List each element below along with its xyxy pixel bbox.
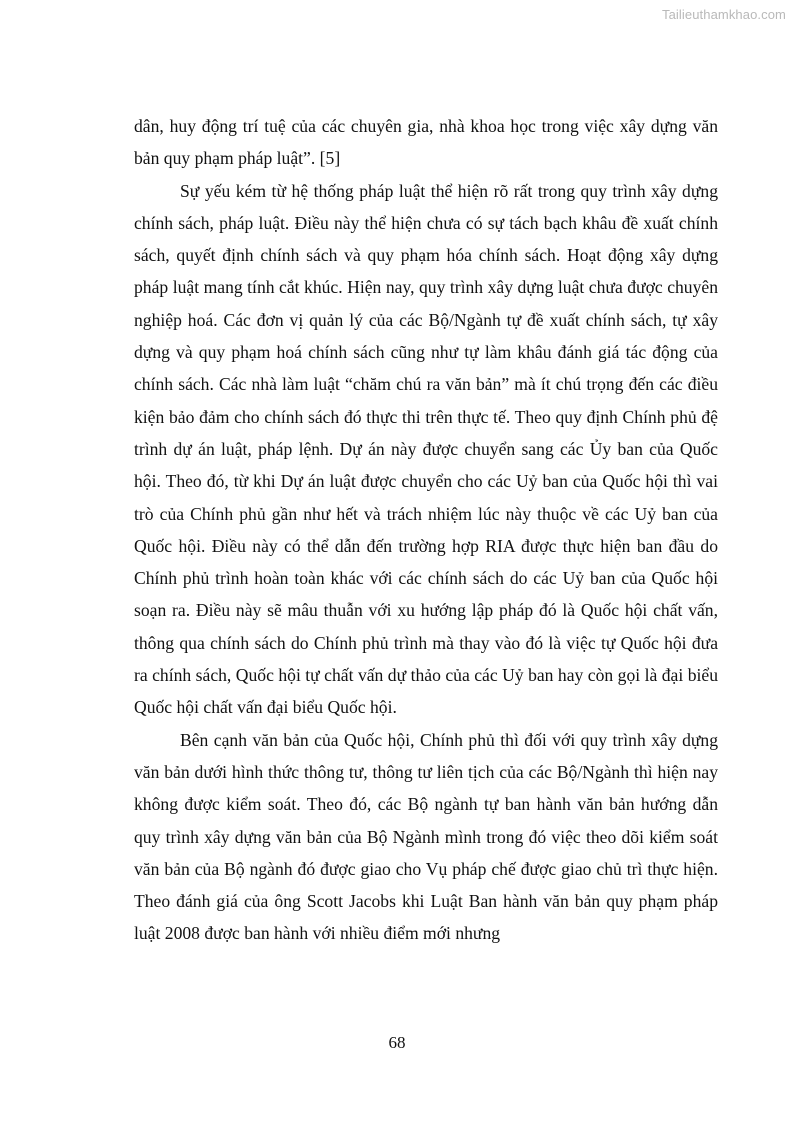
paragraph-continuation: dân, huy động trí tuệ của các chuyên gia, nhà khoa học trong việc xây dựng văn bản quy phạm pháp luật”. [5] — [134, 116, 718, 169]
page-number: 68 — [388, 1033, 406, 1052]
paragraph-legislative-weakness: Sự yếu kém từ hệ thống pháp luật thể hiện rõ rất trong quy trình xây dựng chính sách, pháp luật. Điều này thể hiện chưa có sự tách bạch khâu đề xuất chính sách, quyết định chính sách và quy phạm hóa chính sách. Hoạt động xây dựng pháp luật mang tính cắt khúc. Hiện nay, quy trình xây dựng luật chưa được chuyên nghiệp hoá. Các đơn vị quản lý của các Bộ/Ngành tự đề xuất chính sách, tự xây dựng và quy phạm hoá chính sách cũng như tự làm khâu đánh giá tác động của chính sách. Các nhà làm luật “chăm chú ra văn bản” mà ít chú trọng đến các điều kiện bảo đảm cho chính sách đó thực thi trên thực tế. Theo quy định Chính phủ đệ trình dự án luật, pháp lệnh. Dự án này được chuyển sang các Ủy ban của Quốc hội. Theo đó, từ khi Dự án luật được chuyển cho các Uỷ ban của Quốc hội thì vai trò của Chính phủ gần như hết và trách nhiệm lúc này thuộc về các Uỷ ban của Quốc hội. Điều này có thể dẫn đến trường hợp RIA được thực hiện ban đầu do Chính phủ trình hoàn toàn khác với các chính sách do các Uỷ ban của Quốc hội soạn ra. Điều này sẽ mâu thuẫn với xu hướng lập pháp đó là Quốc hội chất vấn, thông qua chính sách do Chính phủ trình mà thay vào đó là việc tự Quốc hội đưa ra chính sách, Quốc hội tự chất vấn dự thảo của các Uỷ ban hay còn gọi là đại biểu Quốc hội chất vấn đại biểu Quốc hội. — [134, 180, 718, 718]
watermark: Tailieuthamkhao.com — [661, 7, 786, 22]
document-body — [134, 110, 718, 950]
paragraph-circular-control: Bên cạnh văn bản của Quốc hội, Chính phủ thì đối với quy trình xây dựng văn bản dưới hình thức thông tư, thông tư liên tịch của các Bộ/Ngành thì hiện nay không được kiểm soát. Theo đó, các Bộ ngành tự ban hành văn bản hướng dẫn quy trình xây dựng văn bản của Bộ Ngành mình trong đó việc theo dõi kiểm soát văn bản của Bộ ngành đó được giao cho Vụ pháp chế được giao chủ trì thực hiện. Theo đánh giá của ông Scott Jacobs khi Luật Ban hành văn bản quy phạm pháp luật 2008 được ban hành với nhiều điểm mới nhưng — [134, 729, 718, 944]
